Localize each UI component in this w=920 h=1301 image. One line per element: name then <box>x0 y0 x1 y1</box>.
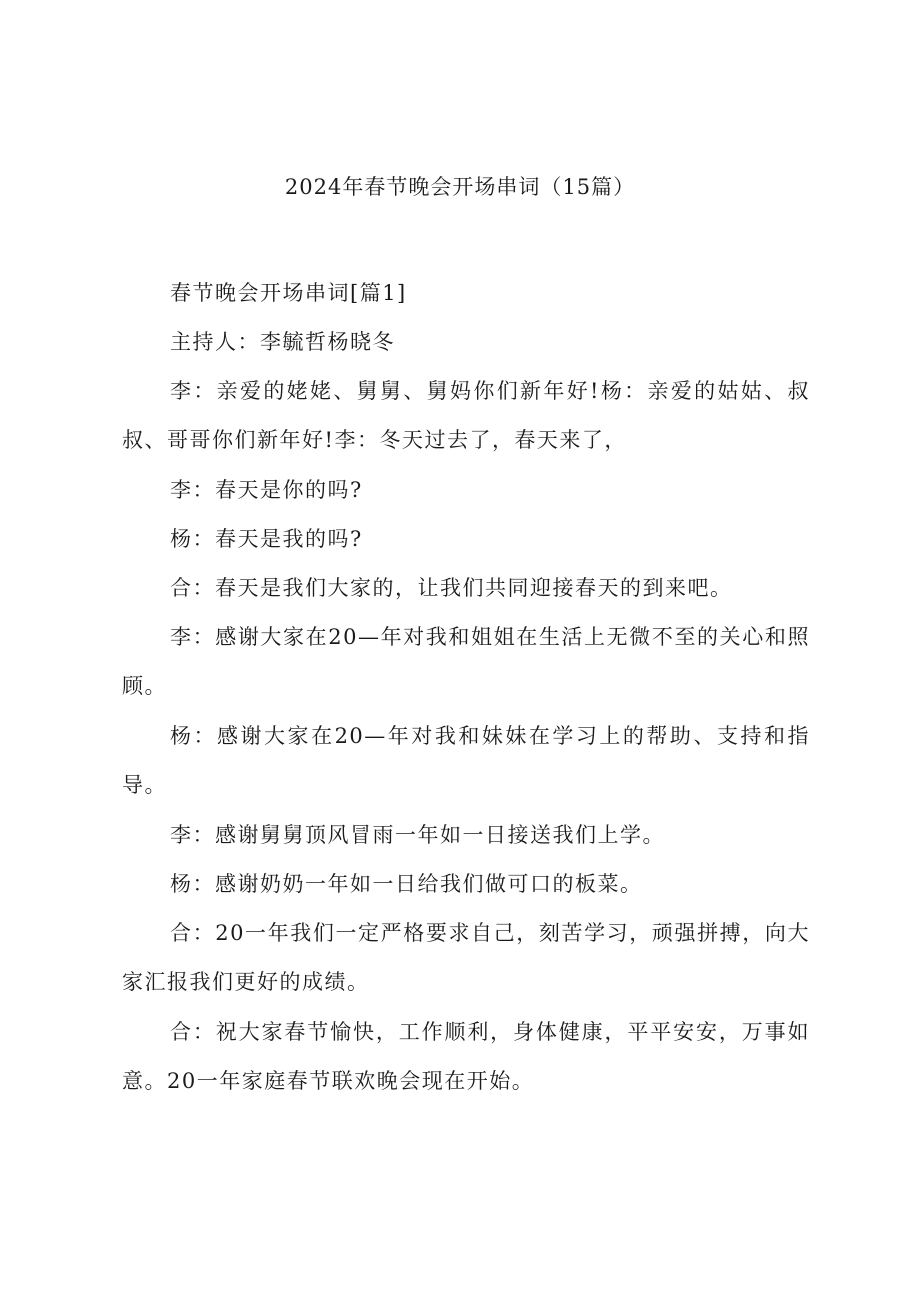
dialogue-paragraph: 杨：感谢奶奶一年如一日给我们做可口的板菜。 <box>170 872 643 896</box>
dialogue-paragraph: 杨：春天是我的吗? <box>170 527 363 551</box>
dialogue-paragraph: 合：20一年我们一定严格要求自己，刻苦学习，顽强拼搏，向大家汇报我们更好的成绩。 <box>122 921 810 994</box>
dialogue-paragraph: 李：春天是你的吗? <box>170 478 363 502</box>
section-heading: 春节晚会开场串词[篇1] <box>170 281 407 305</box>
hosts-line: 主持人：李毓哲杨晓冬 <box>170 330 395 354</box>
dialogue-paragraph: 合：祝大家春节愉快，工作顺利，身体健康，平平安安，万事如意。20一年家庭春节联欢晚会现在开始。 <box>122 1020 810 1093</box>
document-body <box>122 277 810 1115</box>
document-title: 2024年春节晚会开场串词（15篇） <box>284 175 636 199</box>
dialogue-paragraph: 李：亲爱的姥姥、舅舅、舅妈你们新年好!杨：亲爱的姑姑、叔叔、哥哥你们新年好!李：冬天过去了，春天来了， <box>122 379 810 452</box>
dialogue-paragraph: 杨：感谢大家在20—年对我和妹妹在学习上的帮助、支持和指导。 <box>122 724 810 797</box>
dialogue-paragraph: 合：春天是我们大家的，让我们共同迎接春天的到来吧。 <box>170 576 733 600</box>
dialogue-paragraph: 李：感谢大家在20—年对我和姐姐在生活上无微不至的关心和照顾。 <box>122 625 810 698</box>
dialogue-paragraph: 李：感谢舅舅顶风冒雨一年如一日接送我们上学。 <box>170 823 665 847</box>
